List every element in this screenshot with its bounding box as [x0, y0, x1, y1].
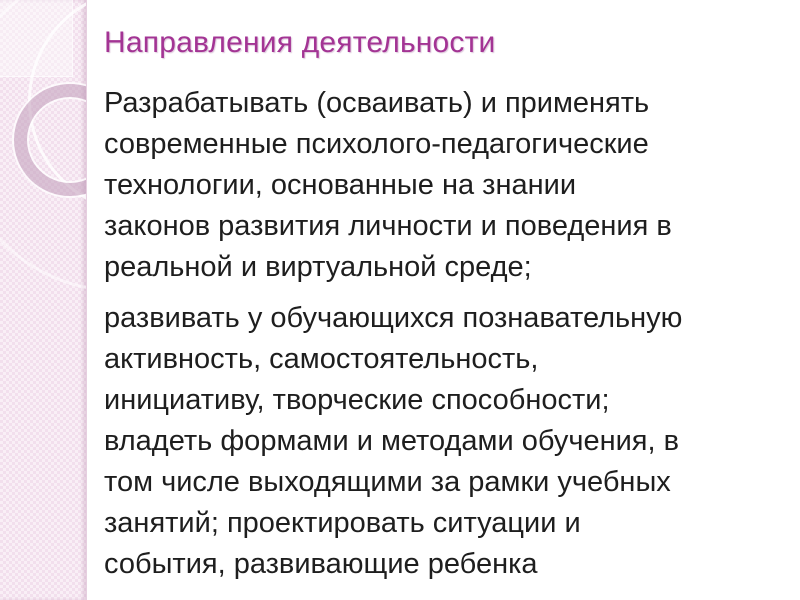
text-line: занятий; проектировать ситуации и	[104, 507, 581, 539]
text-line: технологии, основанные на знании	[104, 169, 577, 201]
text-line: реальной и виртуальной среде;	[104, 251, 532, 283]
text-line: активность, самостоятельность,	[104, 343, 539, 375]
text-line: Разрабатывать (осваивать) и применять	[104, 87, 650, 119]
paragraph-2	[104, 298, 794, 585]
decorative-sidebar	[0, 0, 87, 600]
text-line: владеть формами и методами обучения, в	[104, 425, 680, 457]
text-line: инициативу, творческие способности;	[104, 384, 610, 416]
slide-body	[104, 83, 794, 585]
text-line: современные психолого-педагогические	[104, 128, 649, 160]
text-line: развивать у обучающихся познавательную	[104, 302, 683, 334]
text-line: события, развивающие ребенка	[104, 548, 538, 580]
text-line: законов развития личности и поведения в	[104, 210, 672, 242]
slide-title: Направления деятельности	[104, 26, 496, 59]
slide-content	[104, 24, 794, 585]
text-line: том числе выходящими за рамки учебных	[104, 466, 671, 498]
paragraph-1	[104, 83, 794, 288]
